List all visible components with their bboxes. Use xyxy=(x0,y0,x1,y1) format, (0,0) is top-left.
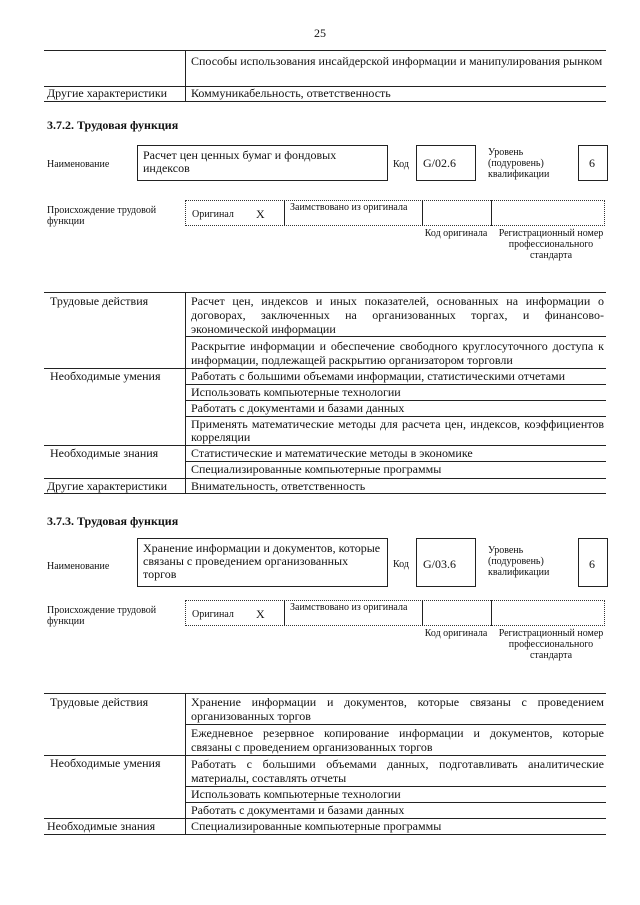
table-cell: Работать с документами и базами данных xyxy=(191,803,405,817)
top-table-row1-text: Способы использования инсайдерской информации и манипулирования рынком xyxy=(191,54,603,68)
table-cell: Раскрытие информации и обеспечение свободного круглосуточного доступа к информации, подлежащей раскрытию организатором торговли xyxy=(191,339,604,367)
code-value: G/03.6 xyxy=(423,557,456,571)
level-value: 6 xyxy=(589,557,595,571)
row-label-skills: Необходимые умения xyxy=(50,756,161,770)
borrowed-label: Заимствовано из оригинала xyxy=(290,602,408,613)
row-label-other: Другие характеристики xyxy=(47,479,168,493)
origin-label: Происхождение трудовой функции xyxy=(47,205,157,227)
code-label: Код xyxy=(393,159,409,170)
level-value-box xyxy=(578,538,608,587)
code-label: Код xyxy=(393,559,409,570)
name-label: Наименование xyxy=(47,561,110,572)
top-table-row2-text: Коммуникабельность, ответственность xyxy=(191,86,391,100)
level-label: Уровень (подуровень) квалификации xyxy=(488,545,550,578)
row-label-actions: Трудовые действия xyxy=(50,695,149,709)
table-cell: Внимательность, ответственность xyxy=(191,479,366,493)
section-heading: 3.7.2. Трудовая функция xyxy=(47,118,179,132)
level-label: Уровень (подуровень) квалификации xyxy=(488,147,550,180)
borrowed-label: Заимствовано из оригинала xyxy=(290,202,408,213)
original-mark: X xyxy=(256,207,265,221)
original-label: Оригинал xyxy=(192,609,234,620)
code-original-label: Код оригинала xyxy=(424,628,488,639)
table-cell: Специализированные компьютерные программы xyxy=(191,819,442,833)
name-value: Хранение информации и документов, которые связаны с проведением организованных торгов xyxy=(143,541,381,581)
name-value-box xyxy=(137,145,388,181)
table-cell: Расчет цен, индексов и иных показателей, основанных на информации о договорах, заключенных на организованных торгах, и финансово-экономической информации xyxy=(191,294,604,336)
row-label-skills: Необходимые умения xyxy=(50,369,161,383)
level-value: 6 xyxy=(589,156,595,170)
table-cell: Специализированные компьютерные программы xyxy=(191,462,442,476)
table-cell: Применять математические методы для расчета цен, индексов, коэффициентов корреляции xyxy=(191,417,604,444)
table-cell: Работать с документами и базами данных xyxy=(191,401,405,415)
table-cell: Работать с большими объемами информации, статистическими отчетами xyxy=(191,369,566,383)
code-value-box xyxy=(416,145,476,181)
table-cell: Работать с большими объемами данных, подготавливать аналитические материалы, составлять отчеты xyxy=(191,757,604,785)
reg-number-label: Регистрационный номер профессионального стандарта xyxy=(498,628,604,661)
reg-number-label: Регистрационный номер профессионального стандарта xyxy=(498,228,604,261)
original-mark: X xyxy=(256,607,265,621)
name-value-box xyxy=(137,538,388,587)
original-label: Оригинал xyxy=(192,209,234,220)
table-cell: Использовать компьютерные технологии xyxy=(191,385,401,399)
name-value: Расчет цен ценных бумаг и фондовых индексов xyxy=(143,148,337,175)
origin-label: Происхождение трудовой функции xyxy=(47,605,157,627)
name-label: Наименование xyxy=(47,159,110,170)
code-original-label: Код оригинала xyxy=(424,228,488,239)
top-table-row2-label: Другие характеристики xyxy=(47,86,168,100)
table-cell: Статистические и математические методы в экономике xyxy=(191,446,473,460)
code-value: G/02.6 xyxy=(423,156,456,170)
table-cell: Использовать компьютерные технологии xyxy=(191,787,401,801)
table-cell: Хранение информации и документов, которые связаны с проведением организованных торгов xyxy=(191,695,604,723)
row-label-knowledge: Необходимые знания xyxy=(50,446,159,460)
code-value-box xyxy=(416,538,476,587)
row-label-actions: Трудовые действия xyxy=(50,294,149,308)
section-heading: 3.7.3. Трудовая функция xyxy=(47,514,179,528)
table-cell: Ежедневное резервное копирование информации и документов, которые связаны с проведением организованных торгов xyxy=(191,726,604,754)
page-number: 25 xyxy=(314,26,326,40)
row-label-knowledge: Необходимые знания xyxy=(47,819,156,833)
level-value-box xyxy=(578,145,608,181)
